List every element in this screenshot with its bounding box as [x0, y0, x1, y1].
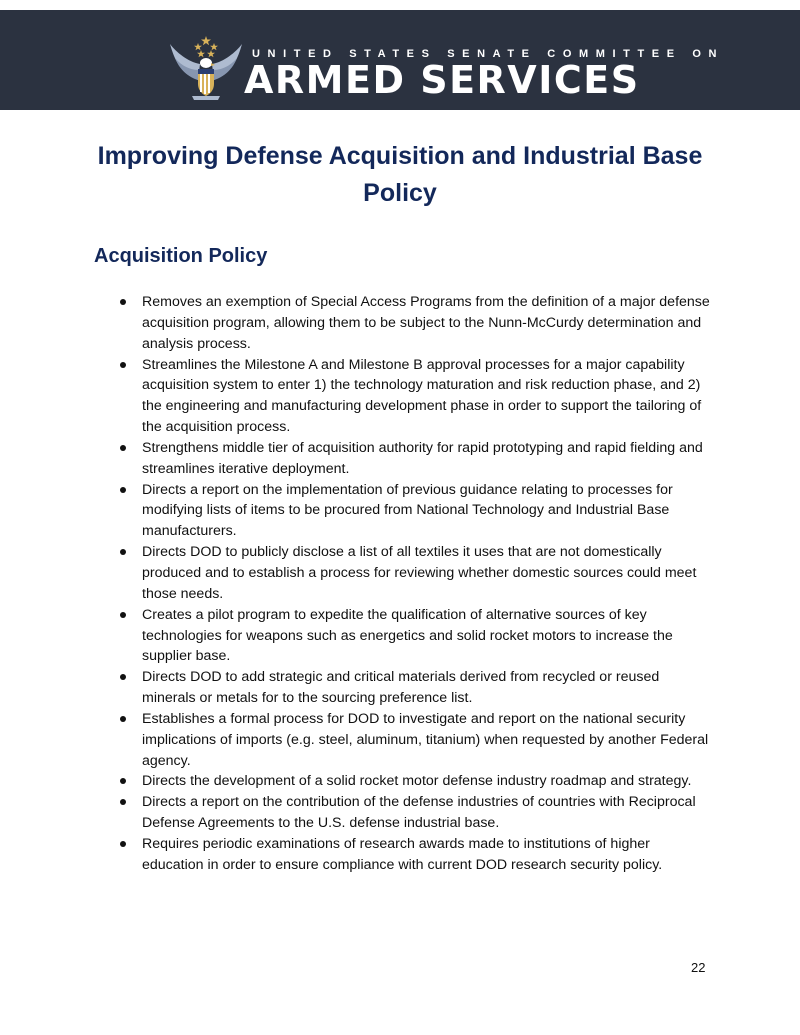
list-item-text: Directs the development of a solid rocket motor defense industry roadmap and strategy.: [142, 773, 692, 790]
list-item-text: Requires periodic examinations of research awards made to institutions of higher education in order to ensure compliance with current DOD research security policy.: [142, 835, 663, 873]
list-item-text: Directs a report on the contribution of the defense industries of countries with Reciprocal Defense Agreements to the U.S. defense industrial base.: [142, 794, 696, 832]
bullet-icon: [120, 445, 126, 451]
banner-subtitle: UNITED STATES SENATE COMMITTEE ON: [252, 48, 725, 60]
bullet-icon: [120, 841, 126, 847]
list-item: [120, 438, 712, 480]
list-item-text: Directs a report on the implementation of previous guidance relating to processes for modifying lists of items to be procured from National Technology and Industrial Base manufacturers.: [142, 481, 673, 540]
bullet-icon: [120, 799, 126, 805]
page-number: 22: [691, 960, 706, 975]
header-banner: [0, 10, 800, 110]
bullet-icon: [120, 612, 126, 618]
bullet-icon: [120, 362, 126, 368]
page-title: Improving Defense Acquisition and Industrial Base Policy: [97, 142, 703, 207]
list-item: [120, 834, 712, 876]
list-item-text: Streamlines the Milestone A and Milestone B approval processes for a major capability acquisition system to enter 1) the technology maturation and risk reduction phase, and 2) the engineering and manufacturing development phase in order to support the tailoring of the acquisition process.: [142, 356, 702, 436]
list-item-text: Directs DOD to add strategic and critical materials derived from recycled or reused minerals or metals for to the sourcing preference list.: [142, 669, 660, 707]
list-item: [120, 792, 712, 834]
list-item: [120, 480, 712, 543]
bullet-list: [120, 292, 712, 876]
eagle-seal-icon: [168, 34, 244, 104]
list-item: [120, 292, 712, 355]
list-item: [120, 605, 712, 668]
bullet-icon: [120, 299, 126, 305]
list-item-text: Strengthens middle tier of acquisition authority for rapid prototyping and rapid fielding and streamlines iterative deployment.: [142, 439, 703, 477]
bullet-icon: [120, 716, 126, 722]
list-item: [120, 355, 712, 438]
list-item: [120, 542, 712, 605]
list-item: [120, 771, 712, 792]
banner-title: ARMED SERVICES: [244, 58, 640, 102]
bullet-icon: [120, 778, 126, 784]
list-item: [120, 667, 712, 709]
bullet-icon: [120, 674, 126, 680]
list-item-text: Directs DOD to publicly disclose a list of all textiles it uses that are not domestically produced and to establish a process for reviewing whether domestic sources could meet those needs.: [142, 544, 697, 602]
list-item: [120, 709, 712, 772]
section-heading: Acquisition Policy: [94, 245, 268, 267]
bullet-icon: [120, 549, 126, 555]
list-item-text: Creates a pilot program to expedite the qualification of alternative sources of key technologies for weapons such as energetics and solid rocket motors to increase the supplier base.: [142, 606, 673, 665]
bullet-icon: [120, 487, 126, 493]
list-item-text: Removes an exemption of Special Access Programs from the definition of a major defense acquisition program, allowing them to be subject to the Nunn-McCurdy determination and analysis process.: [142, 294, 710, 352]
list-item-text: Establishes a formal process for DOD to investigate and report on the national security implications of imports (e.g. steel, aluminum, titanium) when requested by another Federal agency.: [142, 710, 709, 769]
